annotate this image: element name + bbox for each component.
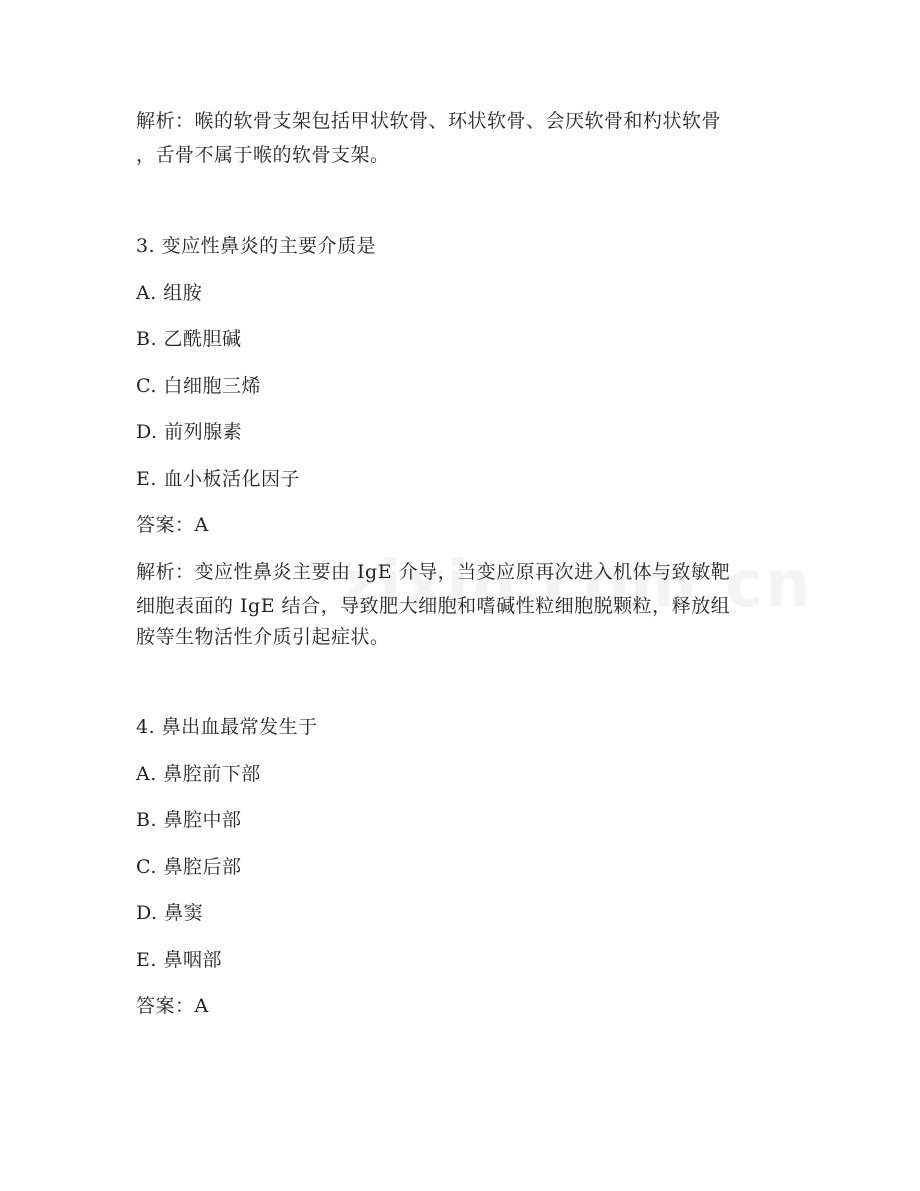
q3-option-a: A. 组胺 — [136, 282, 203, 304]
q4-option-b: B. 鼻腔中部 — [136, 809, 242, 831]
q3-option-c: C. 白细胞三烯 — [136, 375, 261, 397]
q4-option-e: E. 鼻咽部 — [136, 949, 222, 971]
q3-analysis-line-3: 胺等生物活性介质引起症状。 — [136, 626, 390, 648]
q3-option-b: B. 乙酰胆碱 — [136, 328, 242, 350]
q3-option-d: D. 前列腺素 — [136, 421, 243, 443]
q3-question: 3. 变应性鼻炎的主要介质是 — [136, 235, 377, 257]
q2-analysis-line-1: 解析：喉的软骨支架包括甲状软骨、环状软骨、会厌软骨和杓状软骨 — [136, 110, 722, 132]
q4-option-c: C. 鼻腔后部 — [136, 856, 242, 878]
q4-option-a: A. 鼻腔前下部 — [136, 763, 261, 785]
q4-answer: 答案：A — [136, 995, 209, 1017]
q3-analysis-line-2: 细胞表面的 IgE 结合，导致肥大细胞和嗜碱性粒细胞脱颗粒，释放组 — [136, 595, 731, 617]
q4-question: 4. 鼻出血最常发生于 — [136, 716, 318, 738]
q4-option-d: D. 鼻窦 — [136, 902, 204, 924]
q3-option-e: E. 血小板活化因子 — [136, 468, 300, 490]
q2-analysis-line-2: ，舌骨不属于喉的软骨支架。 — [136, 144, 390, 166]
q3-analysis-line-1: 解析：变应性鼻炎主要由 IgE 介导，当变应原再次进入机体与致敏靶 — [136, 561, 731, 583]
q3-answer: 答案：A — [136, 514, 209, 536]
